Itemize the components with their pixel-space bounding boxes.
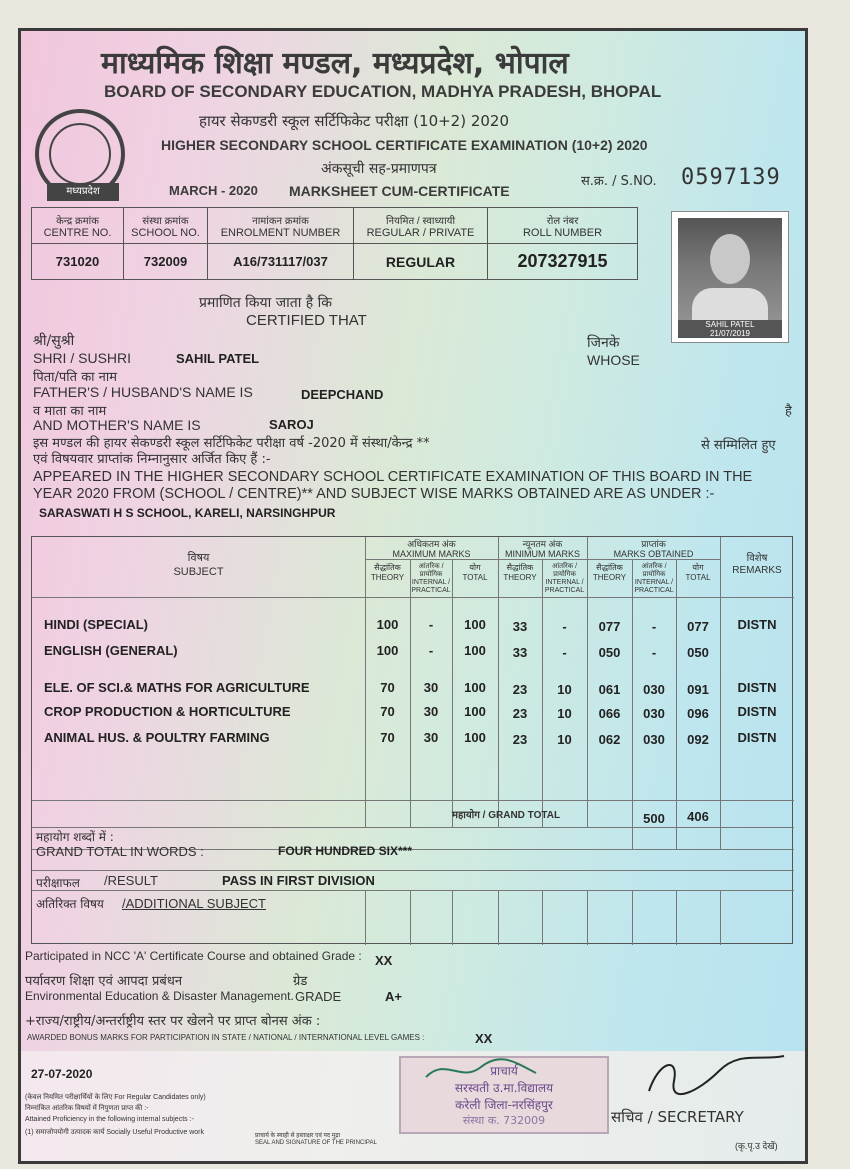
ncc-label: Participated in NCC 'A' Certificate Course and obtained Grade : [25, 949, 362, 963]
marks-cell-max-tot: 100 [464, 617, 486, 632]
session: MARCH - 2020 [169, 183, 258, 198]
marks-cell-ob-in: 030 [643, 732, 665, 747]
face-shape [710, 234, 750, 284]
marks-cell-min-th: 33 [512, 619, 528, 634]
school-no-value: 732009 [124, 244, 208, 280]
grade-hindi: ग्रेड [293, 974, 308, 989]
subject-name: HINDI (SPECIAL) [44, 617, 148, 632]
max-marks-header: अधिकतम अंक MAXIMUM MARKS [392, 539, 471, 559]
marks-cell-ob-th: 061 [598, 682, 621, 697]
marks-cell-ob-in: 030 [643, 682, 665, 697]
additional-hindi: अतिरिक्त विषय [36, 897, 104, 911]
marks-cell-min-in: 10 [557, 732, 572, 747]
bonus-hindi: +राज्य/राष्ट्रीय/अन्तर्राष्ट्रीय स्तर पर खेलने पर प्राप्त बोनस अंक : [25, 1014, 321, 1029]
words-english: GRAND TOTAL IN WORDS : [36, 844, 204, 859]
note-line-3: Attained Proficiency in the following internal subjects :- [25, 1116, 194, 1123]
centre-no-value: 731020 [32, 244, 124, 280]
remark-cell: DISTN [737, 730, 777, 745]
marks-cell-max-th: 70 [380, 680, 395, 695]
min-theory-header: सैद्धांतिक THEORY [503, 563, 537, 582]
subject-name: ENGLISH (GENERAL) [44, 643, 178, 658]
grand-total-obtained: 406 [687, 809, 709, 824]
marks-cell-ob-in: 030 [643, 706, 665, 721]
father-hindi: पिता/पति का नाम [33, 370, 118, 385]
marks-cell-ob-th: 050 [598, 645, 621, 660]
marks-cell-max-tot: 100 [464, 643, 486, 658]
ncc-value: XX [375, 953, 393, 968]
centre-no-header: केन्द्र क्रमांक CENTRE NO. [32, 208, 124, 244]
principal-sig-label-english: SEAL AND SIGNATURE OF THE PRINCIPAL [255, 1140, 377, 1146]
regular-private-header: नियमित / स्वाध्यायी REGULAR / PRIVATE [354, 208, 488, 244]
marks-cell-min-in: - [562, 619, 567, 634]
marks-cell-min-th: 23 [512, 682, 528, 697]
board-title-english: BOARD OF SECONDARY EDUCATION, MADHYA PRADESH, BHOPAL [104, 82, 662, 101]
stamp-line-1: प्राचार्य [490, 1064, 518, 1078]
exam-title-english: HIGHER SECONDARY SCHOOL CERTIFICATE EXAMINATION (10+2) 2020 [161, 137, 648, 153]
marks-cell-max-th: 70 [380, 704, 395, 719]
marks-cell-max-in: - [428, 617, 434, 632]
obt-internal-header: आंतरिक / प्रायोगिक INTERNAL / PRACTICAL [634, 563, 674, 594]
shri-hindi: श्री/सुश्री [33, 333, 75, 349]
min-marks-header: न्यूनतम अंक MINIMUM MARKS [505, 539, 580, 559]
grand-total-max: 500 [643, 811, 665, 826]
env-english: Environmental Education & Disaster Management. [25, 989, 294, 1003]
remark-cell: DISTN [737, 704, 777, 719]
exam-title-hindi: हायर सेकण्डरी स्कूल सर्टिफिकेट परीक्षा (10+2) 2020 [199, 112, 510, 130]
marks-cell-min-th: 23 [512, 706, 528, 721]
subject-name: ELE. OF SCI.& MATHS FOR AGRICULTURE [44, 680, 310, 695]
result-english: /RESULT [104, 873, 158, 888]
max-theory-header: सैद्धांतिक THEORY [370, 563, 405, 582]
subject-name: CROP PRODUCTION & HORTICULTURE [44, 704, 291, 719]
enrolment-header: नामांकन क्रमांक ENROLMENT NUMBER [208, 208, 354, 244]
marks-cell-max-in: 30 [423, 680, 439, 695]
identifier-table [31, 207, 638, 280]
grade-english: GRADE [295, 989, 342, 1004]
school-name: SARASWATI H S SCHOOL, KARELI, NARSINGHPUR [39, 506, 336, 520]
certified-english: CERTIFIED THAT [246, 312, 367, 329]
appeared-english-2: YEAR 2020 FROM (SCHOOL / CENTRE)** AND SUBJECT WISE MARKS OBTAINED ARE AS UNDER :- [33, 486, 715, 502]
marks-cell-ob-tot: 050 [687, 645, 709, 660]
obt-total-header: योग TOTAL [685, 563, 711, 582]
appeared-hindi-right: से सम्मिलित हुए [701, 438, 776, 453]
roll-number-header: रोल नंबर ROLL NUMBER [488, 208, 638, 244]
stamp-line-4: संस्था क. 732009 [462, 1114, 546, 1127]
appeared-hindi-2: एवं विषयवार प्राप्तांक निम्नानुसार अर्जित किए हैं :- [33, 452, 271, 467]
marks-cell-max-tot: 100 [464, 680, 486, 695]
sno-value: 0597139 [681, 165, 781, 190]
marks-cell-ob-th: 077 [598, 619, 621, 634]
marks-cell-ob-th: 062 [598, 732, 621, 747]
marks-cell-min-th: 23 [512, 732, 528, 747]
father-name: DEEPCHAND [301, 387, 384, 402]
min-internal-header: आंतरिक / प्रायोगिक INTERNAL / PRACTICAL [544, 563, 585, 594]
subject-header: विषय SUBJECT [173, 552, 224, 578]
marks-cell-ob-in: - [651, 619, 657, 634]
marks-cell-max-tot: 100 [464, 730, 486, 745]
stamp-line-2: सरस्वती उ.मा.विद्यालय [454, 1081, 554, 1095]
stamp-line-3: करेली जिला-नरसिंहपुर [455, 1098, 553, 1112]
pto-note: (कृ.पृ.उ देखें) [735, 1141, 778, 1151]
principal-signature-icon [421, 1055, 541, 1085]
marks-cell-ob-tot: 096 [687, 706, 709, 721]
marks-cell-max-in: - [428, 643, 434, 658]
marksheet [18, 28, 808, 1164]
subject-name: ANIMAL HUS. & POULTRY FARMING [44, 730, 270, 745]
marks-cell-min-th: 33 [512, 645, 528, 660]
marks-cell-min-in: 10 [557, 706, 572, 721]
secretary-label: सचिव / SECRETARY [611, 1108, 744, 1126]
student-photo [671, 211, 789, 343]
note-line-1: (केवल नियमित परीक्षार्थियों के लिए For Regular Candidates only) [25, 1094, 206, 1101]
principal-sig-label-hindi: प्राचार्य के स्याही से हस्ताक्षर एवं पद मुद्रा [255, 1133, 341, 1139]
secretary-signature-icon [639, 1051, 789, 1101]
board-title-hindi: माध्यमिक शिक्षा मण्डल, मध्यप्रदेश, भोपाल [101, 46, 569, 81]
words-hindi: महायोग शब्दों में : [36, 830, 114, 844]
marks-cell-ob-tot: 092 [687, 732, 709, 747]
student-name: SAHIL PATEL [176, 351, 260, 366]
marksheet-title-hindi: अंकसूची सह-प्रमाणपत्र [321, 161, 437, 177]
grand-total-label: महायोग / GRAND TOTAL [452, 810, 561, 821]
marksheet-title-english: MARKSHEET CUM-CERTIFICATE [289, 183, 510, 199]
remark-cell: DISTN [737, 617, 777, 632]
env-grade-value: A+ [385, 989, 402, 1004]
roll-number-value: 207327915 [488, 244, 638, 280]
enrolment-value: A16/731117/037 [208, 244, 354, 280]
seal-banner: मध्यप्रदेश [47, 183, 119, 201]
father-english: FATHER'S / HUSBAND'S NAME IS [33, 384, 253, 400]
mother-english: AND MOTHER'S NAME IS [33, 417, 201, 433]
photo-caption: SAHIL PATEL 21/07/2019 [678, 320, 782, 338]
result-value: PASS IN FIRST DIVISION [222, 873, 375, 888]
bonus-value: XX [475, 1031, 493, 1046]
marks-cell-ob-in: - [651, 645, 657, 660]
whose-english: WHOSE [587, 352, 640, 368]
issue-date: 27-07-2020 [31, 1067, 93, 1081]
env-hindi: पर्यावरण शिक्षा एवं आपदा प्रबंधन [25, 974, 183, 989]
obt-theory-header: सैद्धांतिक THEORY [592, 563, 627, 582]
mother-hindi: व माता का नाम [33, 404, 107, 419]
max-internal-header: आंतरिक / प्रायोगिक INTERNAL / PRACTICAL [411, 563, 451, 594]
whose-hindi: जिनके [587, 335, 620, 351]
sno-label: स.क्र. / S.NO. [581, 174, 657, 189]
certified-hindi: प्रमाणित किया जाता है कि [199, 295, 333, 311]
marks-cell-max-in: 30 [423, 704, 439, 719]
board-seal-logo [35, 109, 125, 199]
additional-english: /ADDITIONAL SUBJECT [122, 896, 266, 911]
marks-cell-ob-tot: 077 [687, 619, 709, 634]
result-hindi: परीक्षाफल [36, 876, 80, 890]
mother-name: SAROJ [269, 417, 314, 432]
marks-cell-min-in: 10 [557, 682, 572, 697]
school-no-header: संस्था क्रमांक SCHOOL NO. [124, 208, 208, 244]
note-line-4: (1) समाजोपयोगी उत्पादक कार्य Socially Useful Productive work [25, 1129, 204, 1136]
marks-table [31, 536, 793, 944]
hai-hindi: है [785, 404, 792, 419]
appeared-hindi-1: इस मण्डल की हायर सेकण्डरी स्कूल सर्टिफिकेट परीक्षा वर्ष -2020 में संस्था/केन्द्र ** [33, 436, 430, 451]
note-line-2: निम्नांकित आंतरिक विषयों में निपुणता प्राप्त की :- [25, 1105, 149, 1112]
marks-cell-max-th: 70 [380, 730, 395, 745]
marks-cell-max-th: 100 [376, 617, 399, 632]
bonus-english: AWARDED BONUS MARKS FOR PARTICIPATION IN STATE / NATIONAL / INTERNATIONAL LEVEL GAMES : [27, 1033, 425, 1042]
remarks-header: विशेष REMARKS [732, 553, 782, 576]
appeared-english-1: APPEARED IN THE HIGHER SECONDARY SCHOOL CERTIFICATE EXAMINATION OF THIS BOARD IN THE [33, 469, 753, 485]
photo-portrait [678, 218, 782, 336]
marks-cell-max-th: 100 [376, 643, 399, 658]
remark-cell: DISTN [737, 680, 777, 695]
seal-emblem-icon [49, 123, 111, 185]
words-value: FOUR HUNDRED SIX*** [278, 844, 413, 858]
marks-cell-max-in: 30 [423, 730, 439, 745]
shri-english: SHRI / SUSHRI [33, 350, 132, 366]
marks-cell-ob-th: 066 [598, 706, 621, 721]
regular-private-value: REGULAR [354, 244, 488, 280]
obtained-header: प्राप्तांक MARKS OBTAINED [613, 539, 694, 559]
max-total-header: योग TOTAL [462, 563, 488, 582]
marks-cell-max-tot: 100 [464, 704, 486, 719]
marks-cell-ob-tot: 091 [687, 682, 709, 697]
marks-cell-min-in: - [562, 645, 567, 660]
